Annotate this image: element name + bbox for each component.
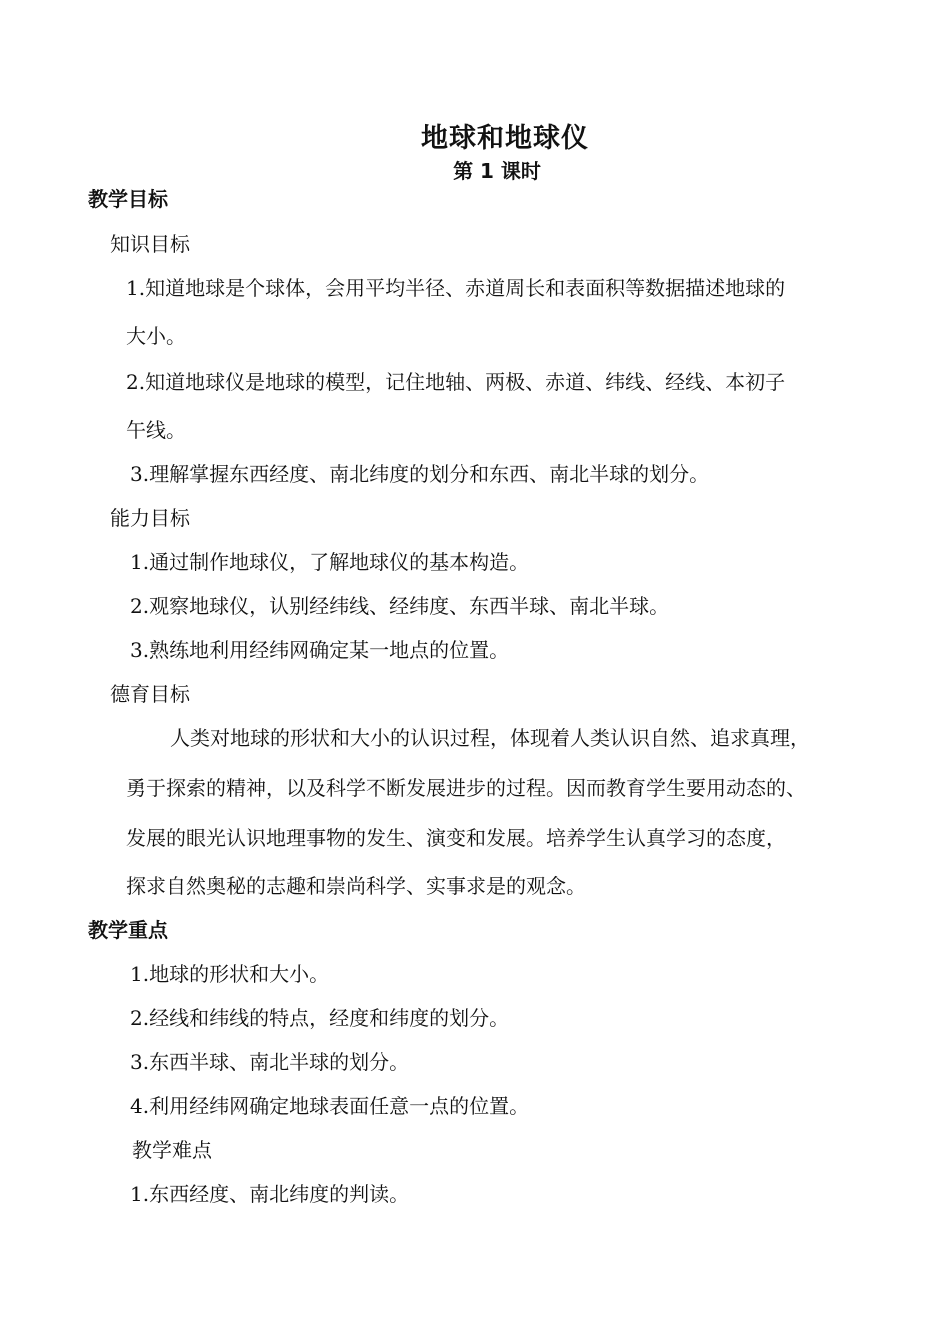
knowledge-item: 3.理解掌握东西经度、南北纬度的划分和东西、南北半球的划分。 bbox=[130, 462, 710, 486]
knowledge-item: 午线。 bbox=[126, 418, 186, 442]
keypoint-item: 2.经线和纬线的特点，经度和纬度的划分。 bbox=[130, 1006, 510, 1030]
document-subtitle: 第 1 课时 bbox=[453, 159, 541, 183]
section-heading-keypoints: 教学重点 bbox=[88, 918, 168, 942]
moral-paragraph-line: 人类对地球的形状和大小的认识过程，体现着人类认识自然、追求真理， bbox=[170, 726, 810, 750]
document-title: 地球和地球仪 bbox=[421, 123, 589, 154]
keypoint-item: 4.利用经纬网确定地球表面任意一点的位置。 bbox=[130, 1094, 530, 1118]
knowledge-item: 1.知道地球是个球体，会用平均半径、赤道周长和表面积等数据描述地球的 bbox=[126, 276, 786, 300]
moral-paragraph-line: 勇于探索的精神，以及科学不断发展进步的过程。因而教育学生要用动态的、 bbox=[126, 776, 806, 800]
moral-paragraph-line: 发展的眼光认识地理事物的发生、演变和发展。培养学生认真学习的态度， bbox=[126, 826, 786, 850]
ability-item: 3.熟练地利用经纬网确定某一地点的位置。 bbox=[130, 638, 510, 662]
moral-paragraph-line: 探求自然奥秘的志趣和崇尚科学、实事求是的观念。 bbox=[126, 874, 586, 898]
subheading-knowledge: 知识目标 bbox=[110, 232, 190, 256]
difficulty-item: 1.东西经度、南北纬度的判读。 bbox=[130, 1182, 410, 1206]
section-heading-objectives: 教学目标 bbox=[88, 187, 168, 211]
keypoint-item: 1.地球的形状和大小。 bbox=[130, 962, 330, 986]
subheading-difficulties: 教学难点 bbox=[132, 1138, 212, 1162]
knowledge-item: 大小。 bbox=[126, 324, 186, 348]
ability-item: 2.观察地球仪，认别经纬线、经纬度、东西半球、南北半球。 bbox=[130, 594, 670, 618]
knowledge-item: 2.知道地球仪是地球的模型，记住地轴、两极、赤道、纬线、经线、本初子 bbox=[126, 370, 786, 394]
ability-item: 1.通过制作地球仪，了解地球仪的基本构造。 bbox=[130, 550, 530, 574]
keypoint-item: 3.东西半球、南北半球的划分。 bbox=[130, 1050, 410, 1074]
subheading-moral: 德育目标 bbox=[110, 682, 190, 706]
subheading-ability: 能力目标 bbox=[110, 506, 190, 530]
